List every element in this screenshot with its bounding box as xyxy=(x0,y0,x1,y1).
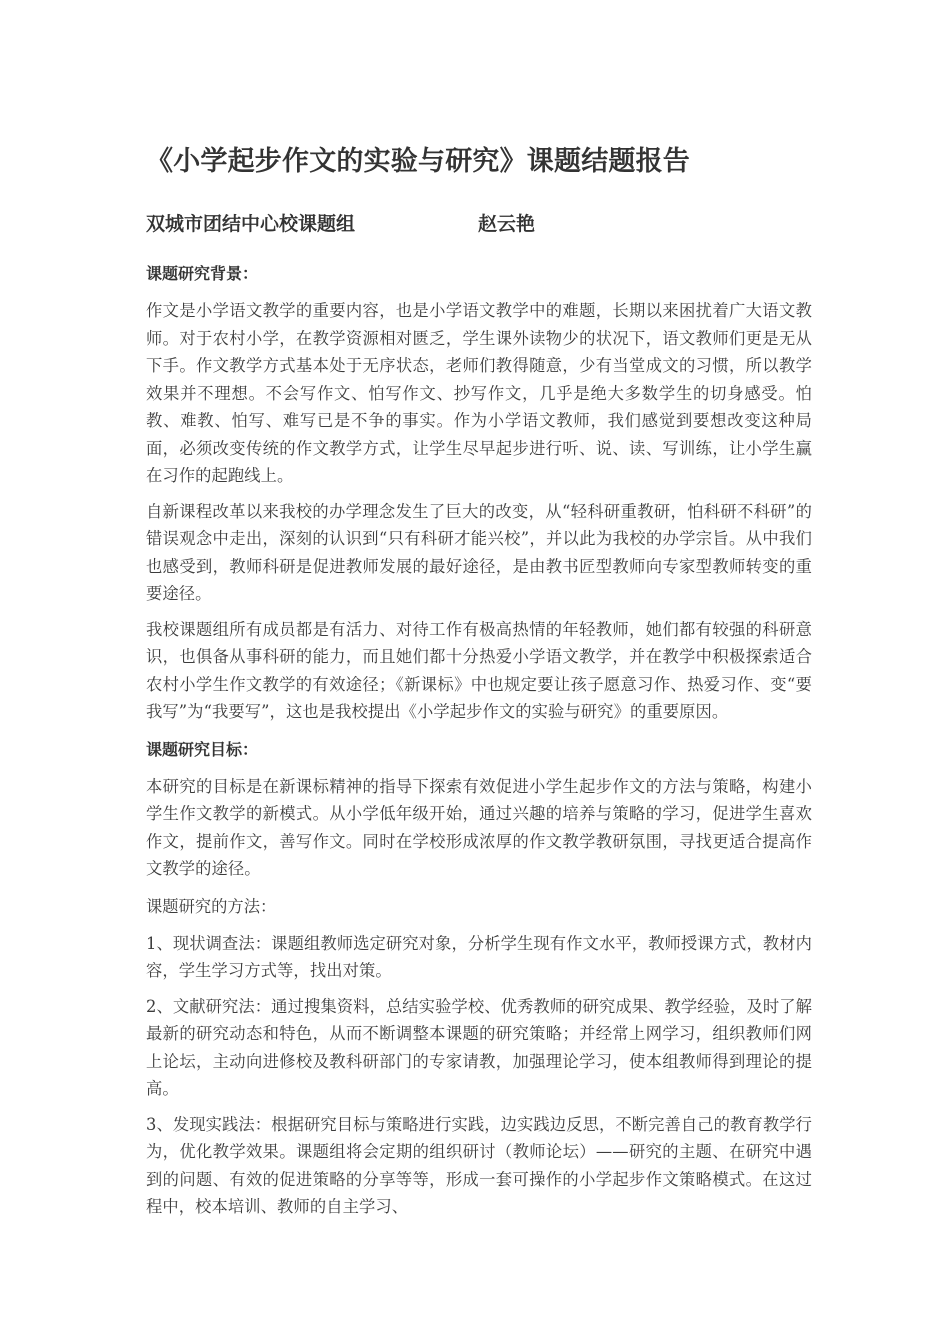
method-item: 3、发现实践法：根据研究目标与策略进行实践，边实践边反思，不断完善自己的教育教学行为，优化教学效果。课题组将会定期的组织研讨（教师论坛）——研究的主题、在研究中遇到的问题、有效的促进策略的分享等等，形成一套可操作的小学起步作文策略模式。在这过程中，校本培训、教师的自主学习、 xyxy=(146,1114,812,1216)
section-heading-methods: 课题研究的方法： xyxy=(146,896,277,916)
paragraph: 自新课程改革以来我校的办学理念发生了巨大的改变，从“轻科研重教研，怕科研不科研”的错误观念中走出，深刻的认识到“只有科研才能兴校”，并以此为我校的办学宗旨。从中我们也感受到，教师科研是促进教师发展的最好途径，是由教书匠型教师向专家型教师转变的重要途径。 xyxy=(146,501,812,603)
byline-group: 双城市团结中心校课题组 xyxy=(146,213,356,235)
paragraph: 作文是小学语文教学的重要内容，也是小学语文教学中的难题，长期以来困扰着广大语文教师。对于农村小学，在教学资源相对匮乏，学生课外读物少的状况下，语文教师们更是无从下手。作文教学方式基本处于无序状态，老师们教得随意，少有当堂成文的习惯，所以教学效果并不理想。不会写作文、怕写作文、抄写作文，几乎是绝大多数学生的切身感受。怕教、难教、怕写、难写已是不争的事实。作为小学语文教师，我们感觉到要想改变这种局面，必须改变传统的作文教学方式，让学生尽早起步进行听、说、读、写训练，让小学生赢在习作的起跑线上。 xyxy=(146,301,812,485)
document-title: 《小学起步作文的实验与研究》课题结题报告 xyxy=(146,146,690,177)
method-item: 2、文献研究法：通过搜集资料，总结实验学校、优秀教师的研究成果、教学经验，及时了解最新的研究动态和特色，从而不断调整本课题的研究策略；并经常上网学习，组织教师们网上论坛，主动向进修校及教科研部门的专家请教，加强理论学习，使本组教师得到理论的提高。 xyxy=(146,996,812,1098)
paragraph: 本研究的目标是在新课标精神的指导下探索有效促进小学生起步作文的方法与策略，构建小学生作文教学的新模式。从小学低年级开始，通过兴趣的培养与策略的学习，促进学生喜欢作文，提前作文，善写作文。同时在学校形成浓厚的作文教学教研氛围，寻找更适合提高作文教学的途径。 xyxy=(146,776,812,878)
paragraph: 我校课题组所有成员都是有活力、对待工作有极高热情的年轻教师，她们都有较强的科研意识，也俱备从事科研的能力，而且她们都十分热爱小学语文教学，并在教学中积极探索适合农村小学生作文教学的有效途径；《新课标》中也规定要让孩子愿意习作、热爱习作、变“要我写”为“我要写”，这也是我校提出《小学起步作文的实验与研究》的重要原因。 xyxy=(146,619,812,721)
section-heading-goals: 课题研究目标： xyxy=(146,739,259,759)
byline-author: 赵云艳 xyxy=(478,213,536,235)
section-heading-background: 课题研究背景： xyxy=(146,264,259,283)
method-item: 1、现状调查法：课题组教师选定研究对象，分析学生现有作文水平，教师授课方式，教材内容，学生学习方式等，找出对策。 xyxy=(146,933,812,980)
document-body xyxy=(146,258,812,1229)
